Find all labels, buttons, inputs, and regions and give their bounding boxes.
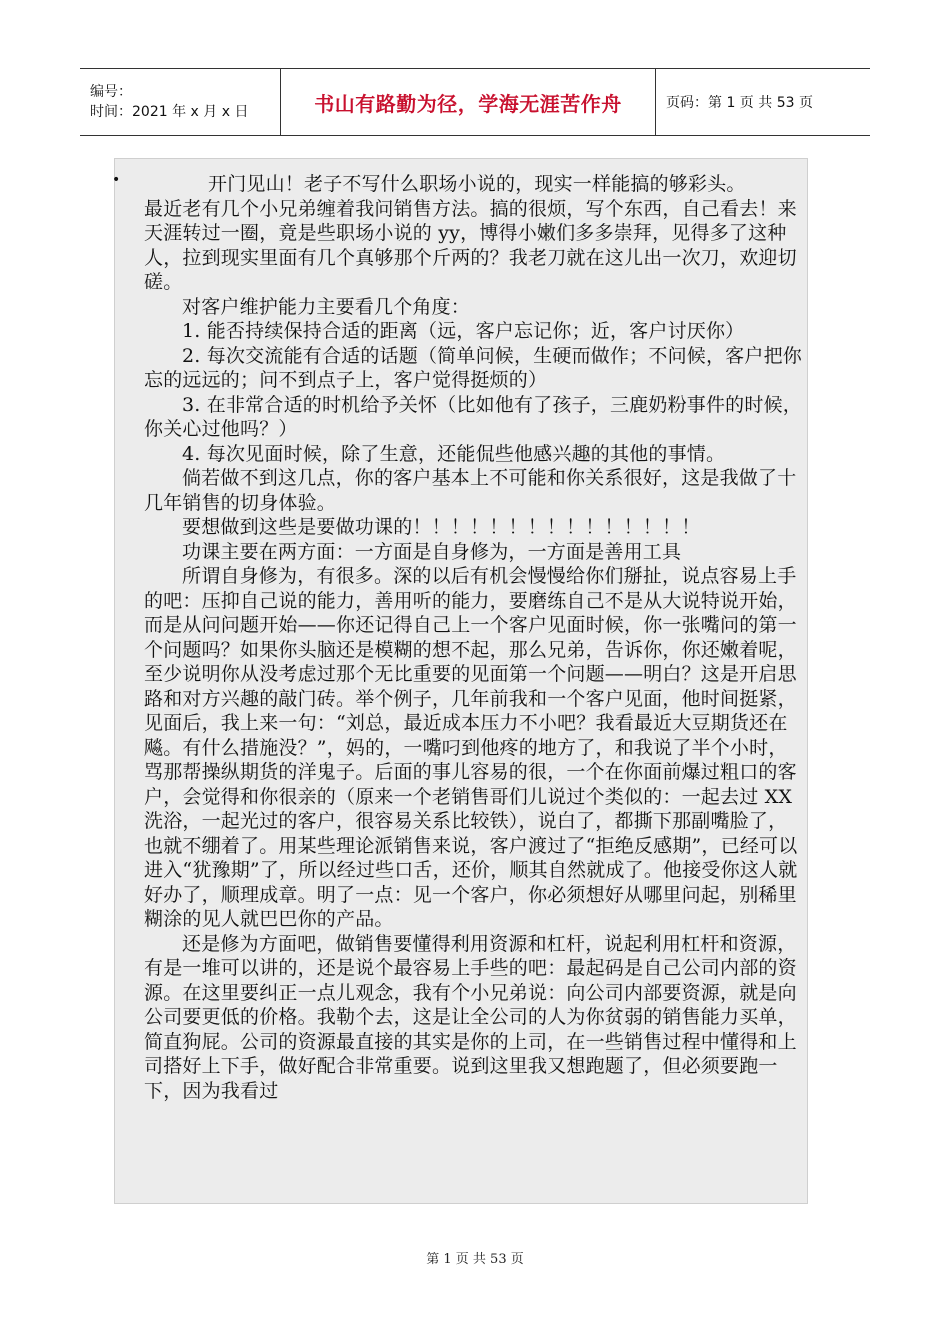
paragraph-point-1: 1. 能否持续保持合适的距离（远，客户忘记你；近，客户讨厌你） <box>182 320 745 342</box>
header-motto <box>280 69 656 135</box>
motto-text: 书山有路勤为径，学海无涯苦作舟 <box>314 91 622 116</box>
page-header <box>80 68 870 136</box>
header-page-info: 页码：第 1 页 共 53 页 <box>666 95 813 111</box>
paragraph-aspects-title: 对客户维护能力主要看几个角度： <box>182 295 471 318</box>
header-meta <box>80 69 280 135</box>
time-label: 时间：2021 年 x 月 x 日 <box>90 104 249 120</box>
paragraph-point-2: 2. 每次交流能有合适的话题（简单问候，生硬而做作；不问候，客户把你忘的远远的；问不到点子上，客户觉得挺烦的） <box>144 344 802 391</box>
paragraph-homework: 要想做到这些是要做功课的！！！！！！！！！！！！！！！ <box>182 516 701 538</box>
paragraph-self-cultivation: 所谓自身修为，有很多。深的以后有机会慢慢给你们掰扯，说点容易上手的吧：压抑自己说的能力，善用听的能力，要磨练自己不是从大说特说开始，而是从问问题开始——你还记得自己上一个客户见面时候，你一张嘴问的第一个问题吗？如果你头脑还是模糊的想不起，那么兄弟，告诉你，你还嫩着呢，至少说明你从没考虑过那个无比重要的见面第一个问题——明白？这是开启思路和对方兴趣的敲门砖。举个例子，几年前我和一个客户见面，他时间挺紧，见面后，我上来一句：“刘总，最近成本压力不小吧？我看最近大豆期货还在飚。有什么措施没？”，妈的，一嘴叼到他疼的地方了，和我说了半个小时，骂那帮操纵期货的洋鬼子。后面的事儿容易的很，一个在你面前爆过粗口的客户，会觉得和你很亲的（原来一个老销售哥们儿说过个类似的：一起去过 XX 洗浴，一起光过的客户，很容易关系比较铁），说白了，都撕下那副嘴脸了，也就不绷着了。用某些理论派销售来说，客户渡过了“拒绝反感期”，已经可以进入“犹豫期”了，所以经过些口舌，还价，顺其自然就成了。他接受你这人就好办了，顺理成章。明了一点：见一个客户，你必须想好从哪里问起，别稀里糊涂的见人就巴巴你的产品。 <box>144 565 798 930</box>
bullet-marker: • <box>112 172 121 188</box>
paragraph-two-aspects: 功课主要在两方面：一方面是自身修为，一方面是善用工具 <box>182 540 682 563</box>
code-label: 编号： <box>90 84 132 100</box>
paragraph-opening: 开门见山！老子不写什么职场小说的，现实一样能搞的够彩头。 <box>208 173 746 195</box>
paragraph-resources: 还是修为方面吧，做销售要懂得利用资源和杠杆，说起利用杠杆和资源，有是一堆可以讲的，还是说个最容易上手些的吧：最起码是自己公司内部的资源。在这里要纠正一点儿观念，我有个小兄弟说：向公司内部要资源，就是向公司要更低的价格。我勒个去，这是让全公司的人为你贫弱的销售能力买单，简直狗屁。公司的资源最直接的其实是你的上司，在一些销售过程中懂得和上司搭好上下手，做好配合非常重要。说到这里我又想跑题了，但必须要跑一下，因为我看过 <box>144 932 797 1102</box>
paragraph-point-3: 3. 在非常合适的时机给予关怀（比如他有了孩子，三鹿奶粉事件的时候，你关心过他吗？） <box>144 393 802 440</box>
page-footer: 第 1 页 共 53 页 <box>426 1252 524 1267</box>
paragraph-intro: 最近老有几个小兄弟缠着我问销售方法。搞的很烦，写个东西，自己看去！来天涯转过一圈，竟是些职场小说的 yy，博得小嫩们多多崇拜，见得多了这种人，拉到现实里面有几个真够那个斤两的？我老刀就在这儿出一次刀，欢迎切磋。 <box>144 197 797 293</box>
paragraph-point-4: 4. 每次见面时候，除了生意，还能侃些他感兴趣的其他的事情。 <box>182 442 726 465</box>
paragraph-experience: 倘若做不到这几点，你的客户基本上不可能和你关系很好，这是我做了十几年销售的切身体验。 <box>144 467 797 514</box>
article-text <box>144 172 804 1103</box>
